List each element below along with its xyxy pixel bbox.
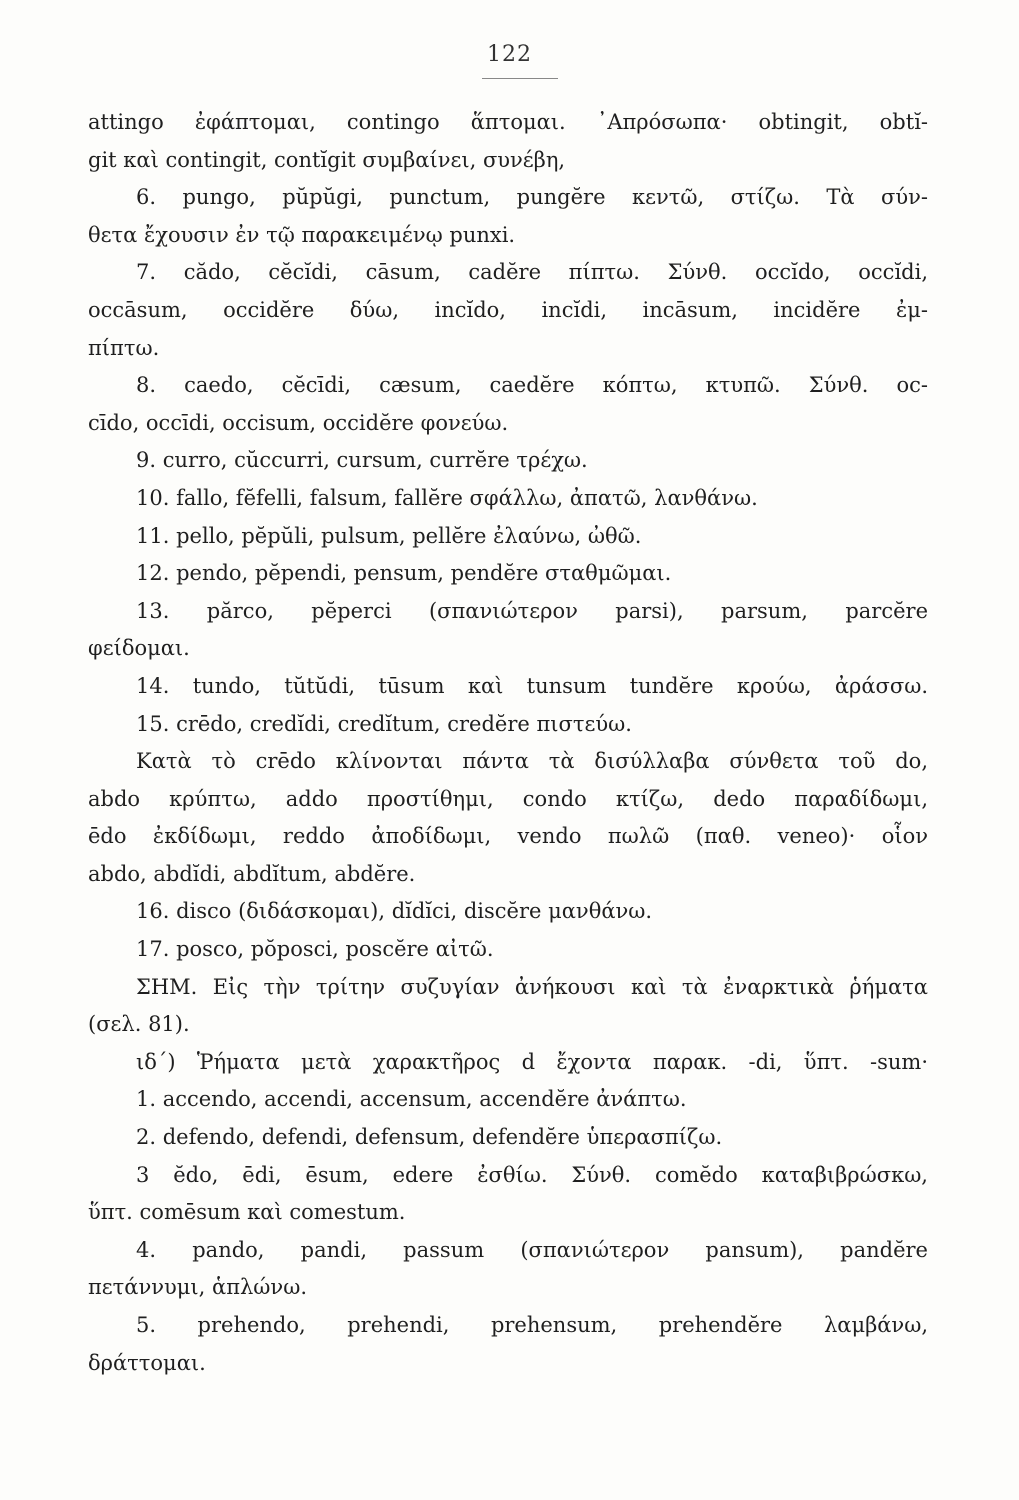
- text-line: Κατὰ τὸ crēdo κλίνονται πάντα τὰ δισύλλαβα σύνθετα τοῦ do,: [136, 749, 928, 774]
- text-line: ēdo ἐκδίδωμι, reddo ἀποδίδωμι, vendo πωλῶ (παθ. veneo)· οἷον: [88, 824, 928, 849]
- text-line: 3 ĕdo, ēdi, ēsum, edere ἐσθίω. Σύνθ. comĕdo καταβιβρώσκω,: [136, 1162, 928, 1187]
- text-line: 9. curro, cŭccurri, cursum, currĕre τρέχω.: [136, 448, 588, 473]
- text-line: 11. pello, pĕpŭli, pulsum, pellĕre ἐλαύνω, ὠθῶ.: [136, 523, 642, 548]
- text-line: δράττομαι.: [88, 1350, 206, 1375]
- text-line: ιδ΄) Ῥήματα μετὰ χαρακτῆρος d ἔχοντα παρακ. -di, ὕπτ. -sum·: [136, 1049, 928, 1074]
- text-line: abdo, abdĭdi, abdĭtum, abdĕre.: [88, 861, 416, 886]
- text-line: cīdo, occīdi, occisum, occidĕre φονεύω.: [88, 410, 509, 435]
- text-line: (σελ. 81).: [88, 1012, 190, 1037]
- text-line: 17. posco, pŏposci, poscĕre αἰτῶ.: [136, 937, 494, 962]
- text-line: θετα ἔχουσιν ἐν τῷ παρακειμένῳ punxi.: [88, 222, 516, 247]
- text-line: 5. prehendo, prehendi, prehensum, prehendĕre λαμβάνω,: [136, 1313, 928, 1337]
- text-line: 1. accendo, accendi, accensum, accendĕre ἀνάπτω.: [136, 1087, 687, 1112]
- text-line: git καὶ contingit, contĭgit συμβαίνει, συνέβη,: [88, 147, 566, 172]
- text-line: 15. crēdo, credĭdi, credĭtum, credĕre πιστεύω.: [136, 711, 632, 736]
- text-line: abdo κρύπτω, addo προστίθημι, condo κτίζω, dedo παραδίδωμι,: [88, 786, 928, 811]
- text-line: πίπτω.: [88, 335, 160, 360]
- text-line: 7. cădo, cĕcĭdi, cāsum, cadĕre πίπτω. Σύνθ. occĭdo, occĭdi,: [136, 260, 928, 285]
- text-line: 6. pungo, pŭpŭgi, punctum, pungĕre κεντῶ, στίζω. Τὰ σύν-: [136, 185, 928, 210]
- text-line: πετάννυμι, ἁπλώνω.: [88, 1275, 307, 1300]
- text-line: 14. tundo, tŭtŭdi, tūsum καὶ tunsum tundĕre κρούω, ἀράσσω.: [136, 673, 928, 698]
- text-line: ΣΗΜ. Εἰς τὴν τρίτην συζυγίαν ἀνήκουσι καὶ τὰ ἐναρκτικὰ ῥήματα: [136, 974, 928, 999]
- text-line: 10. fallo, fĕfelli, falsum, fallĕre σφάλλω, ἀπατῶ, λανθάνω.: [136, 485, 758, 510]
- text-line: 2. defendo, defendi, defensum, defendĕre ὑπερασπίζω.: [136, 1125, 723, 1150]
- text-line: 8. caedo, cĕcīdi, cæsum, caedĕre κόπτω, κτυπῶ. Σύνθ. oc-: [136, 373, 928, 398]
- text-line: occāsum, occidĕre δύω, incĭdo, incĭdi, incāsum, incidĕre ἐμ-: [88, 297, 928, 322]
- text-line: 16. disco (διδάσκομαι), dĭdĭci, discĕre μανθάνω.: [136, 899, 653, 924]
- header-rule: [482, 78, 558, 79]
- text-line: 12. pendo, pĕpendi, pensum, pendĕre σταθμῶμαι.: [136, 561, 672, 586]
- text-line: attingo ἐφάπτομαι, contingo ἅπτομαι. ᾿Απρόσωπα· obtingit, obtĭ-: [88, 110, 928, 134]
- page-number: 122: [487, 42, 532, 67]
- text-line: φείδομαι.: [88, 636, 190, 661]
- text-line: 13. părco, pĕperci (σπανιώτερον parsi), parsum, parcĕre: [136, 598, 928, 623]
- body-text: [88, 104, 928, 1382]
- text-line: 4. pando, pandi, passum (σπανιώτερον pansum), pandĕre: [136, 1237, 928, 1262]
- text-line: ὕπτ. comēsum καὶ comestum.: [88, 1200, 406, 1225]
